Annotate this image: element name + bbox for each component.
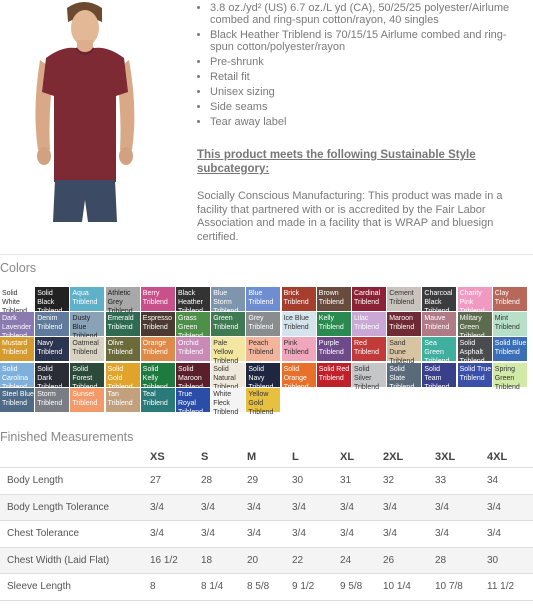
feature-item: • Side seams (210, 101, 530, 113)
product-details (0, 0, 533, 258)
color-swatch[interactable]: Orchid Triblend (176, 337, 210, 361)
table-cell: 26 (383, 547, 435, 574)
color-swatch[interactable]: Oatmeal Triblend (70, 337, 104, 361)
color-swatch[interactable]: Solid Asphalt (458, 337, 492, 361)
color-swatch[interactable]: Purple Triblend (317, 337, 351, 361)
color-swatch[interactable]: Dusty Blue (70, 312, 104, 336)
color-swatch[interactable]: Cement Triblend (387, 287, 421, 311)
table-cell: 10 1/4 (383, 574, 435, 601)
table-cell: 3/4 (201, 494, 247, 521)
table-cell: 3/4 (435, 494, 487, 521)
size-header: 3XL (435, 447, 487, 468)
color-swatch[interactable]: Lilac Triblend (352, 312, 386, 336)
color-swatch[interactable]: Brown Triblend (317, 287, 351, 311)
color-swatch[interactable]: True Royal Triblend (176, 388, 210, 412)
table-cell: 3/4 (340, 521, 383, 548)
color-swatch[interactable]: Solid Navy (246, 363, 280, 387)
table-cell: 16 1/2 (150, 547, 201, 574)
color-swatch[interactable]: Blue Triblend (246, 287, 280, 311)
color-swatch[interactable]: Steel Blue Triblend (0, 388, 34, 412)
color-swatch[interactable]: Solid Team Triblend (422, 363, 456, 387)
table-cell: 3/4 (487, 494, 533, 521)
sustainable-style-link[interactable]: This product meets the following Sustainable Style subcategory: (197, 149, 476, 175)
color-swatch[interactable]: Solid Gold (106, 363, 140, 387)
table-cell: 30 (292, 468, 340, 495)
sustainable-style-description: Socially Conscious Manufacturing: This product was made in a facility that partnered with or is accredited by the Fair Labor Association and made in a facility that is WRAP and bluesign certified. (197, 190, 503, 243)
color-swatch[interactable]: Espresso Triblend (141, 312, 175, 336)
table-row (0, 494, 533, 521)
row-label: Body Length Tolerance (0, 494, 150, 521)
color-swatch[interactable]: Teal Triblend (141, 388, 175, 412)
color-swatch[interactable]: Black Heather (176, 287, 210, 311)
color-swatch[interactable]: Sunset Triblend (70, 388, 104, 412)
color-swatch[interactable]: Solid White (0, 287, 34, 311)
color-swatch[interactable]: Orange Triblend (141, 337, 175, 361)
table-cell: 27 (150, 468, 201, 495)
table-row (0, 468, 533, 495)
size-header: 2XL (383, 447, 435, 468)
table-cell: 20 (247, 547, 292, 574)
feature-item: • Tear away label (210, 116, 530, 128)
table-cell: 3/4 (292, 494, 340, 521)
model-photo (22, 0, 147, 222)
table-cell: 3/4 (383, 521, 435, 548)
table-cell: 9 5/8 (340, 574, 383, 601)
color-swatch[interactable]: Maroon Triblend (387, 312, 421, 336)
color-swatch[interactable]: Mint Triblend (493, 312, 527, 336)
table-cell: 10 7/8 (435, 574, 487, 601)
feature-item: • Black Heather Triblend is 70/15/15 Airlume combed and ring-spun cotton/polyester/rayon (210, 29, 530, 53)
table-row (0, 547, 533, 574)
color-swatch[interactable]: Navy Triblend (35, 337, 69, 361)
size-header: L (292, 447, 340, 468)
table-row (0, 521, 533, 548)
table-cell: 3/4 (201, 521, 247, 548)
table-cell: 24 (340, 547, 383, 574)
table-row (0, 574, 533, 601)
color-swatch[interactable]: Solid Dark (35, 363, 69, 387)
row-label: Body Length (0, 468, 150, 495)
color-swatch[interactable]: Spring Green Triblend (493, 363, 527, 387)
table-cell: 28 (201, 468, 247, 495)
color-swatch[interactable]: Peach Triblend (246, 337, 280, 361)
color-swatch[interactable]: Solid Blue Triblend (493, 337, 527, 361)
color-swatch[interactable]: Brick Triblend (282, 287, 316, 311)
size-header: XL (340, 447, 383, 468)
color-swatch[interactable]: Solid True Triblend (458, 363, 492, 387)
color-swatch[interactable]: Emerald Triblend (106, 312, 140, 336)
measurements-heading: Finished Measurements (0, 430, 134, 444)
row-label: Chest Width (Laid Flat) (0, 547, 150, 574)
color-swatch[interactable]: Sea Green (422, 337, 456, 361)
color-swatch[interactable]: Dark Lavender (0, 312, 34, 336)
table-cell: 30 (487, 547, 533, 574)
color-swatch[interactable]: Ice Blue Triblend (282, 312, 316, 336)
table-cell: 33 (435, 468, 487, 495)
size-header: 4XL (487, 447, 533, 468)
color-swatch[interactable]: Solid Orange Triblend (282, 363, 316, 387)
table-cell: 18 (201, 547, 247, 574)
color-swatch[interactable]: Solid Silver Triblend (352, 363, 386, 387)
color-swatch[interactable]: Charity Pink (458, 287, 492, 311)
table-cell: 3/4 (340, 494, 383, 521)
table-cell: 22 (292, 547, 340, 574)
table-cell: 34 (487, 468, 533, 495)
feature-item: • Retail fit (210, 71, 530, 83)
color-swatch[interactable]: Olive Triblend (106, 337, 140, 361)
table-cell: 28 (435, 547, 487, 574)
color-swatch[interactable]: Pale Yellow (211, 337, 245, 361)
color-swatch[interactable]: Berry Triblend (141, 287, 175, 311)
color-swatch[interactable]: Storm Triblend (35, 388, 69, 412)
table-cell: 8 1/4 (201, 574, 247, 601)
size-header-row (0, 447, 533, 468)
color-swatch[interactable]: Pink Triblend (282, 337, 316, 361)
feature-item: • Pre-shrunk (210, 56, 530, 68)
table-cell: 3/4 (292, 521, 340, 548)
color-swatch[interactable]: Mustard Triblend (0, 337, 34, 361)
color-swatch[interactable]: Athletic Grey (106, 287, 140, 311)
table-cell: 3/4 (247, 521, 292, 548)
table-cell: 29 (247, 468, 292, 495)
color-swatch[interactable]: Yellow Gold Triblend (246, 388, 280, 412)
measurements-table (0, 447, 533, 601)
color-swatch[interactable]: Mauve Triblend (422, 312, 456, 336)
color-swatch[interactable]: Solid Kelly (141, 363, 175, 387)
colors-heading: Colors (0, 261, 37, 275)
table-cell: 3/4 (150, 521, 201, 548)
row-label: Chest Tolerance (0, 521, 150, 548)
color-swatch[interactable]: Blue Storm (211, 287, 245, 311)
color-swatch[interactable]: Green Triblend (211, 312, 245, 336)
color-swatch[interactable]: Solid Forest (70, 363, 104, 387)
color-swatch[interactable]: Solid Natural (211, 363, 245, 387)
color-swatch[interactable]: Charcoal Black (422, 287, 456, 311)
size-header: M (247, 447, 292, 468)
color-swatch[interactable]: Clay Triblend (493, 287, 527, 311)
table-cell: 32 (383, 468, 435, 495)
color-swatch[interactable]: Grey Triblend (246, 312, 280, 336)
table-cell: 3/4 (487, 521, 533, 548)
table-cell: 3/4 (150, 494, 201, 521)
color-swatch[interactable]: Cardinal Triblend (352, 287, 386, 311)
color-swatch[interactable]: White Fleck Triblend (211, 388, 245, 412)
table-cell: 3/4 (247, 494, 292, 521)
table-cell: 8 (150, 574, 201, 601)
feature-list (196, 2, 530, 131)
table-cell: 11 1/2 (487, 574, 533, 601)
section-divider (0, 254, 533, 255)
color-swatch[interactable]: Solid Black (35, 287, 69, 311)
feature-item: • 3.8 oz./yd² (US) 6.7 oz./L yd (CA), 50/25/25 polyester/Airlume combed and ring-spun cotton/rayon, 40 singles (210, 2, 530, 26)
table-cell: 8 5/8 (247, 574, 292, 601)
color-swatch[interactable]: Aqua Triblend (70, 287, 104, 311)
table-cell: 9 1/2 (292, 574, 340, 601)
color-swatch[interactable]: Denim Triblend (35, 312, 69, 336)
color-swatch[interactable]: Military Green (458, 312, 492, 336)
color-swatch[interactable]: Solid Maroon (176, 363, 210, 387)
color-swatch[interactable]: Red Triblend (352, 337, 386, 361)
size-header: S (201, 447, 247, 468)
color-swatch[interactable]: Grass Green (176, 312, 210, 336)
table-cell: 3/4 (383, 494, 435, 521)
color-swatch[interactable]: Solid Slate Triblend (387, 363, 421, 387)
color-swatch[interactable]: Kelly Triblend (317, 312, 351, 336)
color-swatch[interactable]: Sand Dune (387, 337, 421, 361)
size-header: XS (150, 447, 201, 468)
table-cell: 31 (340, 468, 383, 495)
color-swatch[interactable]: Solid Red Triblend (317, 363, 351, 387)
feature-item: • Unisex sizing (210, 86, 530, 98)
table-cell: 3/4 (435, 521, 487, 548)
color-swatch[interactable]: Tan Triblend (106, 388, 140, 412)
color-swatch[interactable]: Solid Carolina (0, 363, 34, 387)
row-label: Sleeve Length (0, 574, 150, 601)
